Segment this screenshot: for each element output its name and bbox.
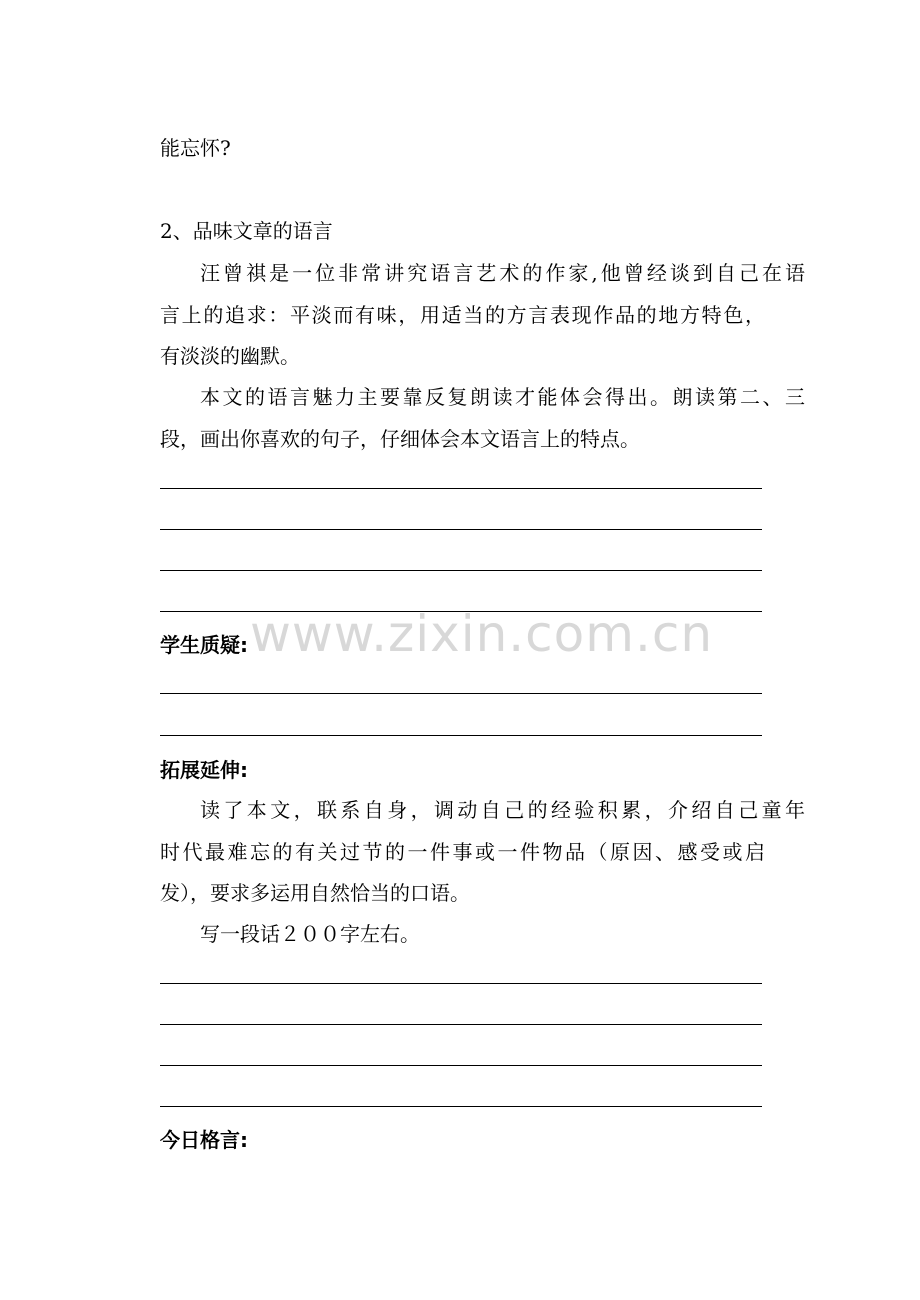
paragraph-line: 写一段话２００字左右。	[200, 922, 420, 946]
answer-line[interactable]	[160, 570, 762, 571]
answer-line[interactable]	[160, 1024, 762, 1025]
paragraph-line: 读了本文，联系自身，调动自己的经验积累，介绍自己童年	[200, 798, 805, 822]
paragraph-line: 段，画出你喜欢的句子，仔细体会本文语言上的特点。	[160, 427, 640, 451]
paragraph-line: 汪曾祺是一位非常讲究语言艺术的作家,他曾经谈到自己在语	[200, 261, 805, 285]
section-heading: 2、品味文章的语言	[160, 219, 333, 243]
answer-line[interactable]	[160, 693, 762, 694]
watermark: www.zixin.com.cn	[250, 605, 714, 663]
answer-line[interactable]	[160, 529, 762, 530]
paragraph-line: 本文的语言魅力主要靠反复朗读才能体会得出。朗读第二、三	[200, 385, 805, 409]
paragraph-line: 有淡淡的幽默。	[160, 344, 300, 368]
paragraph-line: 发），要求多运用自然恰当的口语。	[160, 881, 470, 905]
student-questions-label: 学生质疑:	[160, 633, 248, 657]
paragraph-line: 时代最难忘的有关过节的一件事或一件物品（原因、感受或启	[160, 840, 765, 864]
paragraph-line: 言上的追求：平淡而有味，用适当的方言表现作品的地方特色，	[160, 303, 765, 327]
answer-line[interactable]	[160, 488, 762, 489]
answer-line[interactable]	[160, 1065, 762, 1066]
answer-line[interactable]	[160, 983, 762, 984]
extension-label: 拓展延伸:	[160, 758, 248, 782]
answer-line[interactable]	[160, 735, 762, 736]
motto-label: 今日格言:	[160, 1128, 248, 1152]
continuation-text: 能忘怀?	[160, 136, 231, 160]
answer-line[interactable]	[160, 1106, 762, 1107]
